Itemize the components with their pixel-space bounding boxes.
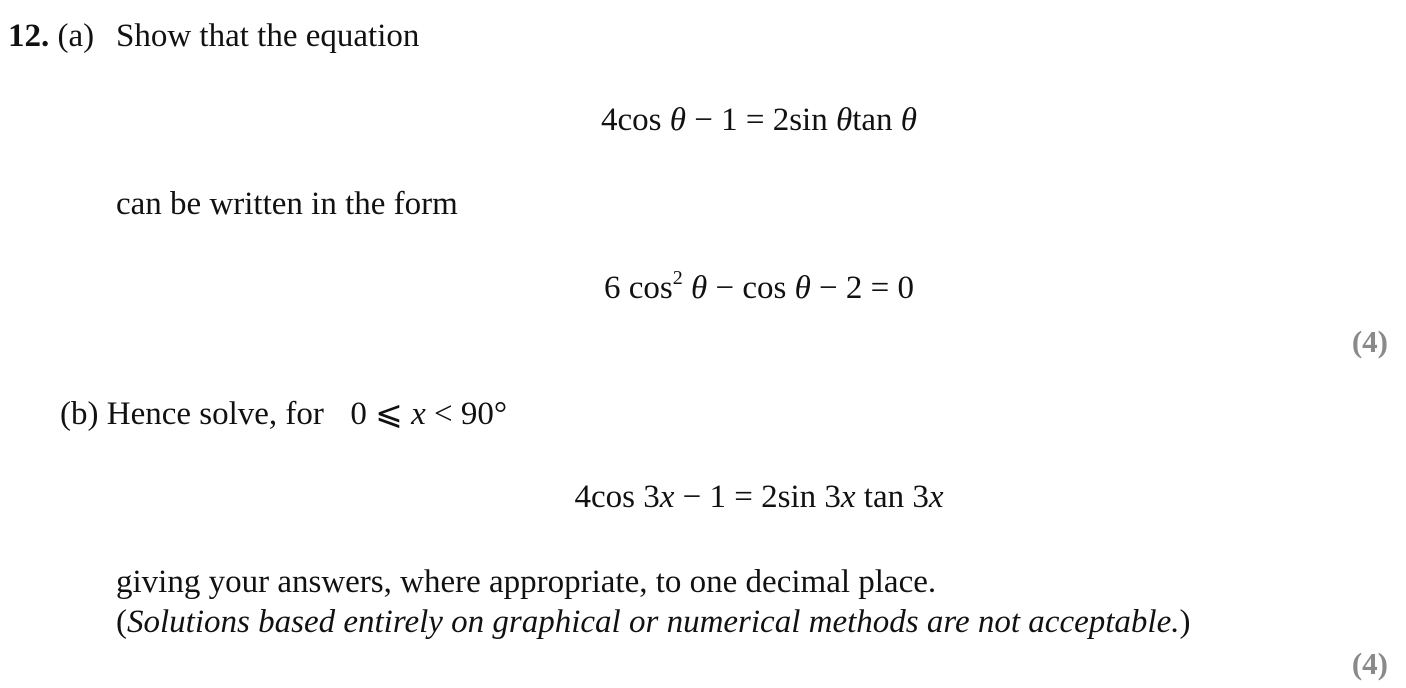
eq-form-fn2: cos	[742, 270, 787, 306]
part-a-marks: (4)	[1351, 324, 1388, 359]
eq-a-lhs-coef: 4	[601, 102, 618, 138]
eq-b-rhs-fn1: sin	[777, 479, 817, 515]
range-leq: ⩽	[375, 396, 403, 432]
part-b-note	[116, 602, 1190, 642]
eq-form-equals: =	[870, 270, 890, 306]
eq-b-rhs-arg2-num: 3	[912, 479, 929, 515]
eq-form-var1: θ	[690, 270, 708, 306]
eq-form-zero: 0	[897, 270, 915, 306]
eq-a-one: 1	[721, 102, 738, 138]
eq-form-power: 2	[672, 267, 683, 289]
eq-form-minus2: −	[819, 270, 838, 306]
part-a-middle: can be written in the form	[116, 186, 458, 222]
eq-b-rhs-fn2: tan	[863, 479, 905, 515]
eq-a-equals: =	[745, 102, 765, 138]
eq-a-rhs-var1: θ	[835, 102, 853, 138]
eq-b-lhs-arg-var: x	[659, 479, 675, 515]
range-zero: 0	[350, 396, 367, 432]
part-b-line	[60, 394, 507, 434]
question-header	[8, 16, 94, 56]
eq-a-lhs-fn: cos	[617, 102, 662, 138]
eq-b-lhs-coef: 4	[574, 479, 591, 515]
note-close: )	[1179, 604, 1191, 640]
eq-b-equals: =	[734, 479, 753, 515]
part-b-instruction: giving your answers, where appropriate, to one decimal place.	[116, 564, 937, 600]
eq-b-lhs-fn: cos	[590, 479, 635, 515]
equation-a-form	[0, 268, 1406, 308]
eq-form-const: 2	[845, 270, 863, 306]
eq-b-rhs-arg1-var: x	[840, 479, 856, 515]
eq-form-fn1: cos	[628, 270, 673, 306]
eq-a-rhs-coef: 2	[772, 102, 790, 138]
range-lt: <	[433, 396, 453, 432]
equation-b	[0, 477, 1406, 517]
part-b-marks: (4)	[1351, 646, 1388, 681]
eq-a-rhs-fn1: sin	[789, 102, 828, 138]
note-open: (	[116, 604, 127, 640]
eq-form-var2: θ	[794, 270, 811, 306]
eq-b-rhs-coef: 2	[761, 479, 778, 515]
equation-a	[0, 100, 1406, 140]
eq-b-lhs-arg-num: 3	[643, 479, 660, 515]
eq-a-rhs-fn2: tan	[852, 102, 893, 138]
eq-a-minus: −	[694, 102, 713, 138]
part-b-intro: Hence solve, for	[106, 396, 324, 432]
eq-b-one: 1	[709, 479, 726, 515]
question-number: 12.	[8, 18, 50, 54]
range-var: x	[411, 396, 426, 432]
eq-form-minus1: −	[715, 270, 735, 306]
eq-b-rhs-arg1-num: 3	[824, 479, 841, 515]
eq-b-minus: −	[682, 479, 702, 515]
eq-b-rhs-arg2-var: x	[928, 479, 944, 515]
note-italic: Solutions based entirely on graphical or numerical methods are not acceptable.	[127, 604, 1180, 640]
part-a-intro: Show that the equation	[116, 18, 420, 54]
eq-a-rhs-var2: θ	[900, 102, 917, 138]
eq-form-coef: 6	[603, 270, 621, 306]
range-upper: 90°	[460, 396, 508, 432]
part-a-label: (a)	[57, 18, 95, 54]
part-b-label: (b)	[60, 396, 99, 432]
eq-a-lhs-var: θ	[669, 102, 686, 138]
